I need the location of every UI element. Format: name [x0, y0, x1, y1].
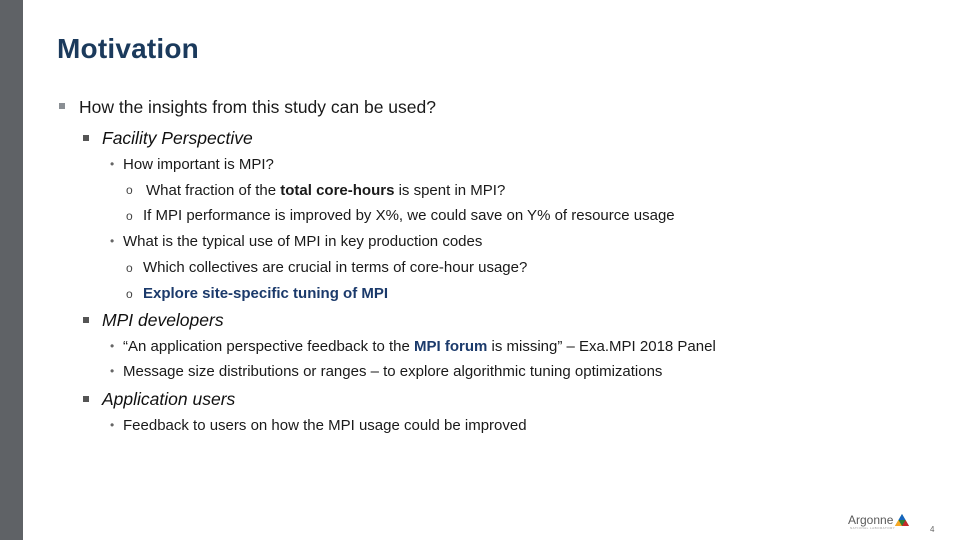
facility-bullet-1a-post: is spent in MPI?	[394, 182, 506, 199]
application-users-heading: Application users	[102, 389, 236, 409]
bullet-square-icon	[83, 317, 89, 323]
bullet-circle-icon: o	[126, 261, 133, 275]
bullet-dot-icon: •	[110, 418, 115, 432]
bullet-square-icon	[83, 396, 89, 402]
bullet-circle-icon: o	[126, 209, 133, 223]
argonne-logo-text: Argonne	[848, 513, 894, 527]
developers-bullet-1	[123, 338, 716, 355]
facility-perspective-heading: Facility Perspective	[102, 128, 253, 148]
bullet-dot-icon: •	[110, 364, 115, 378]
facility-bullet-1: How important is MPI?	[123, 156, 274, 173]
bullet-dot-icon: •	[110, 234, 115, 248]
facility-bullet-1a	[146, 182, 505, 199]
facility-bullet-2b: Explore site-specific tuning of MPI	[143, 285, 389, 302]
total-core-hours-text: total core-hours	[280, 182, 395, 199]
facility-bullet-2a: Which collectives are crucial in terms of core-hour usage?	[143, 259, 528, 276]
argonne-tagline: NATIONAL LABORATORY	[850, 526, 896, 530]
users-bullet-1: Feedback to users on how the MPI usage could be improved	[123, 417, 527, 434]
left-accent-bar	[0, 0, 23, 540]
bullet-square-icon	[59, 103, 65, 109]
facility-bullet-2: What is the typical use of MPI in key production codes	[123, 233, 483, 250]
bullet-dot-icon: •	[110, 157, 115, 171]
developers-bullet-1-pre: “An application perspective feedback to the	[123, 338, 415, 355]
argonne-triangle-icon	[895, 514, 909, 526]
page-number: 4	[930, 525, 935, 534]
bullet-dot-icon: •	[110, 339, 115, 353]
mpi-developers-heading: MPI developers	[102, 310, 224, 330]
argonne-logo	[848, 513, 909, 527]
developers-bullet-1-post: is missing” – Exa.MPI 2018 Panel	[487, 338, 716, 355]
bullet-circle-icon: o	[126, 183, 133, 197]
slide-title: Motivation	[57, 33, 199, 64]
facility-bullet-1b: If MPI performance is improved by X%, we could save on Y% of resource usage	[143, 207, 675, 224]
question-text: How the insights from this study can be used?	[79, 97, 436, 117]
facility-bullet-1a-pre: What fraction of the	[146, 182, 281, 199]
developers-bullet-2: Message size distributions or ranges – to explore algorithmic tuning optimizations	[123, 363, 663, 380]
bullet-square-icon	[83, 135, 89, 141]
mpi-forum-text: MPI forum	[414, 338, 488, 355]
bullet-circle-icon: o	[126, 287, 133, 301]
